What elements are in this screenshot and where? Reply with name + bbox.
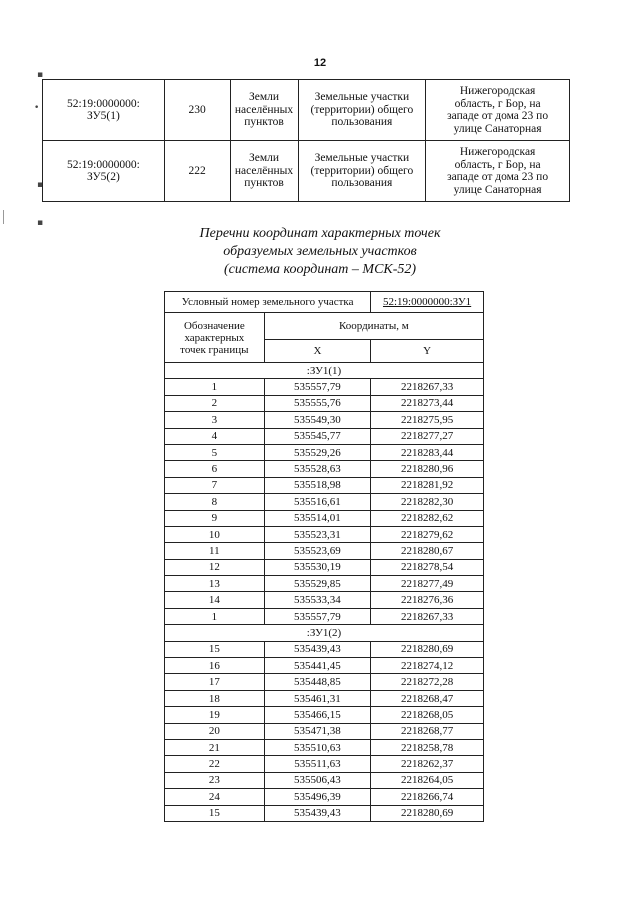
- y-coordinate: 2218282,62: [371, 510, 484, 526]
- point-number: 21: [165, 739, 265, 755]
- y-coordinate: 2218280,67: [371, 543, 484, 559]
- parcel-label: Условный номер земельного участка: [165, 292, 371, 313]
- coordinate-row: [165, 756, 484, 772]
- x-column-header: X: [264, 340, 371, 363]
- coordinate-row: [165, 444, 484, 460]
- use-cell: Земельные участки (территории) общего пользования: [298, 80, 426, 141]
- coordinate-row: [165, 543, 484, 559]
- x-coordinate: 535518,98: [264, 477, 371, 493]
- x-coordinate: 535510,63: [264, 739, 371, 755]
- coordinate-row: [165, 739, 484, 755]
- point-number: 1: [165, 379, 265, 395]
- point-number: 15: [165, 805, 265, 821]
- y-coordinate: 2218262,37: [371, 756, 484, 772]
- coordinate-row: [165, 805, 484, 821]
- y-coordinate: 2218277,27: [371, 428, 484, 444]
- x-coordinate: 535523,69: [264, 543, 371, 559]
- location-cell: Нижегородская область, г Бор, на западе от дома 23 по улице Санаторная: [426, 80, 570, 141]
- point-number: 9: [165, 510, 265, 526]
- x-coordinate: 535555,76: [264, 395, 371, 411]
- y-coordinate: 2218280,96: [371, 461, 484, 477]
- y-coordinate: 2218258,78: [371, 739, 484, 755]
- land-parcel-row: [43, 80, 570, 141]
- point-number: 12: [165, 559, 265, 575]
- point-number: 14: [165, 592, 265, 608]
- area-cell: 230: [164, 80, 230, 141]
- y-coordinate: 2218264,05: [371, 772, 484, 788]
- x-coordinate: 535528,63: [264, 461, 371, 477]
- y-coordinate: 2218280,69: [371, 641, 484, 657]
- coordinate-row: [165, 789, 484, 805]
- x-coordinate: 535441,45: [264, 658, 371, 674]
- coordinate-row: [165, 559, 484, 575]
- x-coordinate: 535530,19: [264, 559, 371, 575]
- coordinate-row: [165, 494, 484, 510]
- coordinates-heading: [0, 225, 640, 279]
- coordinate-row: [165, 395, 484, 411]
- point-number: 11: [165, 543, 265, 559]
- x-coordinate: 535506,43: [264, 772, 371, 788]
- x-coordinate: 535533,34: [264, 592, 371, 608]
- coordinate-row: [165, 428, 484, 444]
- x-coordinate: 535557,79: [264, 379, 371, 395]
- coordinate-row: [165, 477, 484, 493]
- location-cell: Нижегородская область, г Бор, на западе от дома 23 по улице Санаторная: [426, 141, 570, 202]
- point-number: 18: [165, 690, 265, 706]
- coordinate-row: [165, 707, 484, 723]
- page-number: 12: [313, 57, 327, 69]
- y-coordinate: 2218283,44: [371, 444, 484, 460]
- x-coordinate: 535549,30: [264, 412, 371, 428]
- point-number: 19: [165, 707, 265, 723]
- use-cell: Земельные участки (территории) общего пользования: [298, 141, 426, 202]
- y-coordinate: 2218266,74: [371, 789, 484, 805]
- x-coordinate: 535466,15: [264, 707, 371, 723]
- x-coordinate: 535471,38: [264, 723, 371, 739]
- point-number: 15: [165, 641, 265, 657]
- point-number: 10: [165, 526, 265, 542]
- x-coordinate: 535461,31: [264, 690, 371, 706]
- section-title: :ЗУ1(2): [165, 625, 484, 641]
- section-title-row: [165, 625, 484, 641]
- coordinate-row: [165, 674, 484, 690]
- x-coordinate: 535529,26: [264, 444, 371, 460]
- x-coordinate: 535514,01: [264, 510, 371, 526]
- point-number: 23: [165, 772, 265, 788]
- parcel-id-cell: 52:19:0000000: ЗУ5(1): [43, 80, 165, 141]
- y-coordinate: 2218267,33: [371, 608, 484, 624]
- land-parcel-table: [42, 79, 570, 202]
- point-number: 4: [165, 428, 265, 444]
- point-number: 20: [165, 723, 265, 739]
- point-number: 7: [165, 477, 265, 493]
- y-coordinate: 2218273,44: [371, 395, 484, 411]
- coordinate-row: [165, 379, 484, 395]
- x-coordinate: 535511,63: [264, 756, 371, 772]
- point-number: 17: [165, 674, 265, 690]
- y-coordinate: 2218267,33: [371, 379, 484, 395]
- x-coordinate: 535439,43: [264, 641, 371, 657]
- land-parcel-row: [43, 141, 570, 202]
- coordinate-row: [165, 723, 484, 739]
- point-number: 24: [165, 789, 265, 805]
- heading-line-3: (система координат – МСК-52): [223, 262, 417, 277]
- coords-column-header: Координаты, м: [264, 313, 483, 340]
- x-coordinate: 535529,85: [264, 576, 371, 592]
- point-column-header: Обозначение характерных точек границы: [165, 313, 265, 363]
- y-coordinate: 2218279,62: [371, 526, 484, 542]
- y-coordinate: 2218276,36: [371, 592, 484, 608]
- coordinate-row: [165, 592, 484, 608]
- coordinate-row: [165, 461, 484, 477]
- x-coordinate: 535557,79: [264, 608, 371, 624]
- coordinate-row: [165, 412, 484, 428]
- y-coordinate: 2218281,92: [371, 477, 484, 493]
- x-coordinate: 535545,77: [264, 428, 371, 444]
- coordinate-row: [165, 641, 484, 657]
- section-title: :ЗУ1(1): [165, 363, 484, 379]
- y-coordinate: 2218282,30: [371, 494, 484, 510]
- point-number: 6: [165, 461, 265, 477]
- point-number: 16: [165, 658, 265, 674]
- y-coordinate: 2218268,05: [371, 707, 484, 723]
- y-coordinate: 2218268,47: [371, 690, 484, 706]
- scan-mark: ▪: [37, 70, 44, 80]
- heading-line-1: Перечни координат характерных точек: [199, 226, 441, 241]
- scan-mark: ▪: [37, 218, 44, 228]
- y-coordinate: 2218277,49: [371, 576, 484, 592]
- category-cell: Земли населённых пунктов: [230, 141, 298, 202]
- scan-edge: [3, 210, 4, 224]
- y-coordinate: 2218275,95: [371, 412, 484, 428]
- parcel-row: [165, 292, 484, 313]
- x-coordinate: 535516,61: [264, 494, 371, 510]
- y-column-header: Y: [371, 340, 484, 363]
- coordinate-row: [165, 608, 484, 624]
- y-coordinate: 2218280,69: [371, 805, 484, 821]
- area-cell: 222: [164, 141, 230, 202]
- y-coordinate: 2218268,77: [371, 723, 484, 739]
- point-number: 13: [165, 576, 265, 592]
- point-number: 3: [165, 412, 265, 428]
- category-cell: Земли населённых пунктов: [230, 80, 298, 141]
- section-title-row: [165, 363, 484, 379]
- heading-line-2: образуемых земельных участков: [223, 244, 417, 259]
- y-coordinate: 2218278,54: [371, 559, 484, 575]
- point-number: 1: [165, 608, 265, 624]
- x-coordinate: 535523,31: [264, 526, 371, 542]
- y-coordinate: 2218274,12: [371, 658, 484, 674]
- x-coordinate: 535448,85: [264, 674, 371, 690]
- x-coordinate: 535496,39: [264, 789, 371, 805]
- header-row: [165, 313, 484, 340]
- coordinate-row: [165, 526, 484, 542]
- coordinate-row: [165, 690, 484, 706]
- scan-mark: •: [34, 103, 40, 113]
- coordinate-row: [165, 658, 484, 674]
- y-coordinate: 2218272,28: [371, 674, 484, 690]
- coordinate-row: [165, 772, 484, 788]
- parcel-value: 52:19:0000000:ЗУ1: [371, 292, 484, 313]
- parcel-id-cell: 52:19:0000000: ЗУ5(2): [43, 141, 165, 202]
- point-number: 2: [165, 395, 265, 411]
- point-number: 5: [165, 444, 265, 460]
- point-number: 8: [165, 494, 265, 510]
- coordinate-row: [165, 510, 484, 526]
- coordinates-table: [164, 291, 484, 822]
- scan-mark: ▪: [37, 180, 44, 190]
- coordinate-row: [165, 576, 484, 592]
- point-number: 22: [165, 756, 265, 772]
- x-coordinate: 535439,43: [264, 805, 371, 821]
